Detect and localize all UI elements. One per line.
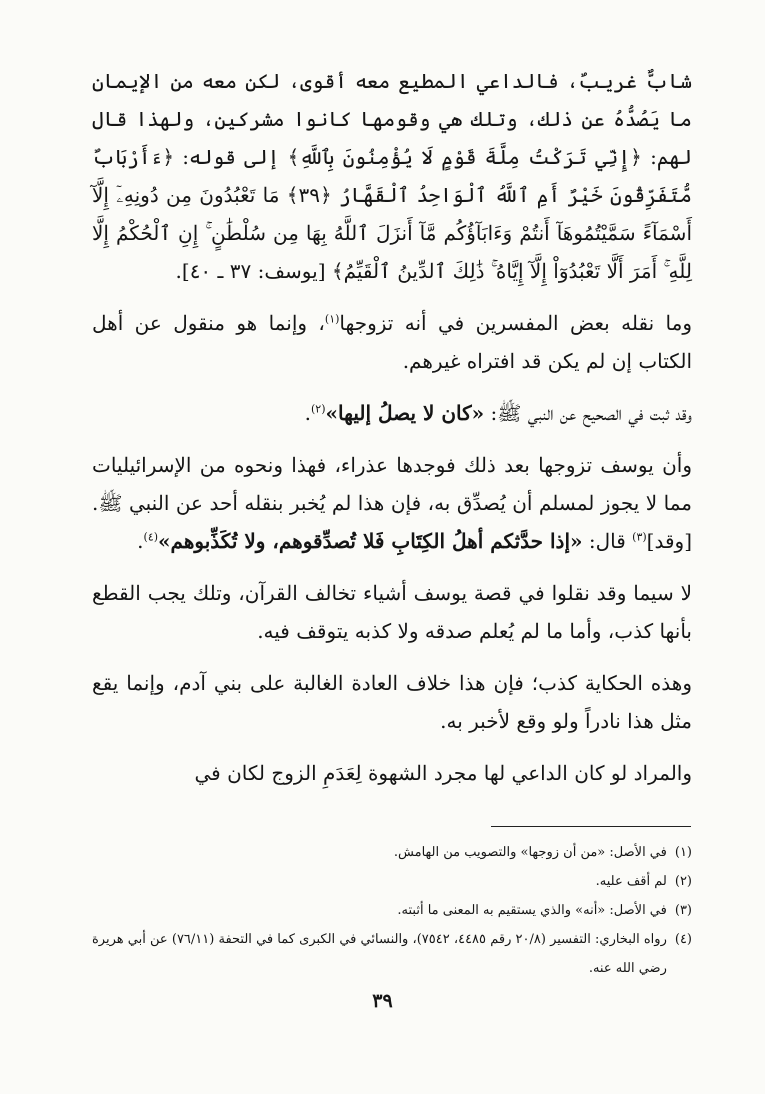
paragraph <box>92 574 692 650</box>
footnotes <box>92 838 692 983</box>
footnote-ref[interactable]: (١) <box>324 312 340 326</box>
footnote-item <box>92 838 692 867</box>
paragraph-text: إلى قوله: <box>174 145 288 169</box>
footnote-item <box>92 867 692 896</box>
quran-quote: ﴿إِنِّي تَرَكْتُ مِلَّةَ قَوْمٍ لَا يُؤْمِنُونَ بِٱللَّهِ﴾ <box>287 145 642 169</box>
paragraph <box>92 754 692 792</box>
paragraph-text: . <box>304 401 311 425</box>
hadith-quote: «كان لا يصلُ إليها» <box>325 401 485 425</box>
paragraph-text: وأن يوسف تزوجها بعد ذلك فوجدها عذراء، فهذا ونحوه من الإسرائيليات مما لا يجوز لمسلم أن يُصدِّق به، فإن هذا لم يُخبر بنقله أحد عن النبي ﷺ. [وقد] <box>92 453 692 553</box>
footnote-item <box>92 896 692 925</box>
footnote-ref[interactable]: (٢) <box>311 402 326 416</box>
footnote-number: (١) <box>674 845 692 860</box>
paragraph <box>92 394 692 432</box>
footnote-ref[interactable]: (٣) <box>632 530 647 544</box>
footnote-divider <box>491 826 691 827</box>
footnote-number: (٢) <box>674 874 692 889</box>
footnote-text: لم أقف عليه. <box>595 874 667 889</box>
footnote-text: رواه البخاري: التفسير (٢٠/٨ رقم ٤٤٨٥، ٧٥٤٢)، والنسائي في الكبرى كما في التحفة (٧٦/١١) عن أبي هريرة رضي الله عنه. <box>92 932 667 976</box>
paragraph-text: وما نقله بعض المفسرين في أنه تزوجها <box>339 311 692 335</box>
paragraph <box>92 664 692 740</box>
paragraph <box>92 304 692 380</box>
paragraph-text: وقد ثبت في الصحيح عن النبي ﷺ: <box>484 401 692 425</box>
footnote-number: (٤) <box>674 932 692 947</box>
paragraph-text: قال: <box>582 529 633 553</box>
paragraph-text: وهذه الحكاية كذب؛ فإن هذا خلاف العادة الغالبة على بني آدم، وإنما يقع مثل هذا نادراً ولو وقع لأخبر به. <box>92 671 692 733</box>
paragraph-text: ، وإنما هو منقول عن أهل الكتاب إن لم يكن قد افتراه غيرهم. <box>92 311 692 373</box>
main-text <box>92 62 692 792</box>
footnote-text: في الأصل: «من أن زوجها» والتصويب من الهامش. <box>393 845 667 860</box>
paragraph <box>92 62 692 290</box>
verse-reference: [يوسف: ٣٧ ـ ٤٠]. <box>175 259 332 283</box>
paragraph-text: شابٌّ غريبٌ، فالداعي المطيع معه أقوى، لكن معه من الإيمان ما يَصُدُّهُ عن ذلك، وتلك هي وقومها كانوا مشركين، ولهذا قال لهم: <box>92 69 692 169</box>
paragraph-text: لا سيما وقد نقلوا في قصة يوسف أشياء تخالف القرآن، وتلك يجب القطع بأنها كذب، وأما ما لم يُعلم صدقه ولا كذبه يتوقف فيه. <box>92 581 692 643</box>
footnote-text: في الأصل: «أنه» والذي يستقيم به المعنى ما أثبته. <box>397 903 667 918</box>
paragraph <box>92 446 692 560</box>
hadith-quote: «إذا حدَّثكم أهلُ الكِتَابِ فَلا تُصدِّقوهم، ولا تُكَذِّبوهم» <box>158 529 583 553</box>
paragraph-text: . <box>137 529 144 553</box>
page-number: ٣٩ <box>372 990 393 1012</box>
quran-quote: ﴿ءَأَرْبَابٌ مُّتَفَرِّقُونَ خَيْرٌ أَمِ ٱللَّهُ ٱلْوَاحِدُ ٱلْقَهَّارُ ﴿٣٩﴾ مَا تَعْبُدُونَ مِن دُونِهِۦٓ إِلَّآ أَسْمَآءً سَمَّيْتُمُوهَآ أَنتُمْ وَءَابَآؤُكُم مَّآ أَنزَلَ ٱللَّهُ بِهَا مِن سُلْطَٰنٍ ۚ إِنِ ٱلْحُكْمُ إِلَّا لِلَّهِ ۚ أَمَرَ أَلَّا تَعْبُدُوٓاْ إِلَّآ إِيَّاهُ ۚ ذَٰلِكَ ٱلدِّينُ ٱلْقَيِّمُ﴾ <box>92 145 692 283</box>
footnote-item <box>92 925 692 983</box>
footnote-ref[interactable]: (٤) <box>143 530 159 544</box>
footnote-number: (٣) <box>674 903 692 918</box>
paragraph-text: والمراد لو كان الداعي لها مجرد الشهوة لِعَدَمِ الزوج لكان في <box>194 761 692 785</box>
